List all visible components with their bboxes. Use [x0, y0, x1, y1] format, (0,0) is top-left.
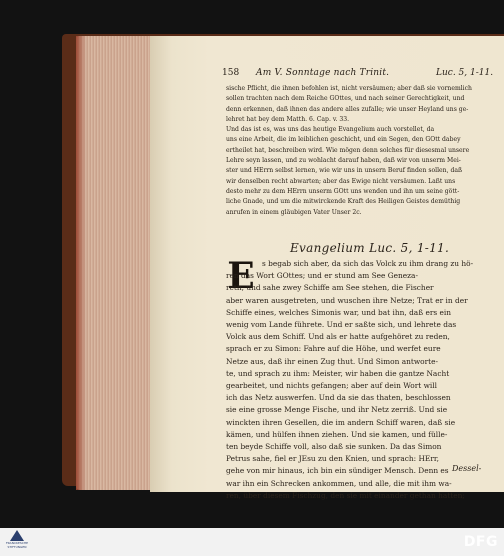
gospel-heading: Evangelium Luc. 5, 1-11.	[290, 241, 450, 255]
franckesche-stiftungen-logo-icon[interactable]	[4, 530, 30, 554]
running-title: Am V. Sonntage nach Trinit.	[256, 68, 390, 78]
gospel-text: s begab sich aber, da sich das Volck zu ihm drang zu hö- ren das Wort GOttes; und er stund am See Geneza- reth, und sahe zwey Schiffe am See stehen, die Fischer aber waren ausgetreten, und wuschen ihre Netze; Trat er in der Schiffe eines, welches Simonis war, und bat ihn, daß ers ein wenig vom Lande führete. Und er saßte sich, und lehrete das Volck aus dem Schiff. Und als er hatte aufgehöret zu reden, sprach er zu Simon: Fahre auf die Höhe, und werfet eure Netze aus, daß ihr einen Zug thut. Und Simon antworte- te, und sprach zu ihm: Meister, wir haben die gantze Nacht gearbeitet, und nichts gefangen; aber auf dein Wort will ich das Netz auswerfen. Und da sie das thaten, beschlossen sie eine grosse Menge Fische, und ihr Netz zerriß. Und sie winckten ihren Gesellen, die im andern Schiff waren, daß sie kämen, und hülfen ihnen ziehen. Und sie kamen, und fülle- ten beyde Schiffe voll, also daß sie sunken. Da das Simon Petrus sahe, fiel er JEsu zu den Knien, und sprach: HErr, gehe von mir hinaus, ich bin ein sündiger Mensch. Denn es war ihn ein Schrecken ankommen, und alle, die mit ihm wa- ren, über diesem Fischzug, den sie mit einander gethan hatten;	[226, 259, 474, 500]
viewer-footer-bar	[0, 528, 504, 556]
page-number: 158	[222, 68, 240, 78]
sermon-intro-text: sische Pflicht, die ihnen befohlen ist, nicht versäumen; aber daß sie vornemlich sollen trachten nach dem Reiche GOttes, und nach seiner Gerechtigkeit, und denn erkennen, daß ihnen das andere alles zufalle; wie unser Heyland uns ge- lehret hat bey dem Matth. 6. Cap. v. 33. Und das ist es, was uns das heutige Evangelium auch vorstellet, da uns eine Arbeit, die im leiblichen geschicht, und ein Segen, den GOtt dabey ertheilet hat, beschreiben wird. Wie mögen denn solches für diesesmal unsere Lehre seyn lassen, und zu wohlacht darauf haben, daß wir von unserm Mei- ster und HErrn selbst lernen, wie wir uns in unsern Beruf finden sollen, daß wir denselben recht abwarten; aber das Ewige nicht versäumen. Laßt uns desto mehr zu dem HErrn unserm GOtt uns wenden und ihn um seine gött- liche Gnade, und um die mitwirckende Kraft des Heiligen Geistes demüthig anrufen in einem gläubigen Vater Unser 2c.	[226, 85, 472, 216]
dfg-logo-icon[interactable]: DFG	[463, 534, 498, 550]
book-page	[150, 36, 504, 500]
logo-text: FRANCKESCHE STIFTUNGEN	[5, 541, 29, 549]
drop-cap-initial: E	[227, 255, 255, 297]
logo-mark	[10, 530, 24, 541]
catchword: Dessel-	[452, 464, 482, 473]
running-header	[222, 68, 504, 84]
page-edges	[76, 36, 156, 490]
scripture-reference: Luc. 5, 1-11.	[436, 68, 494, 78]
